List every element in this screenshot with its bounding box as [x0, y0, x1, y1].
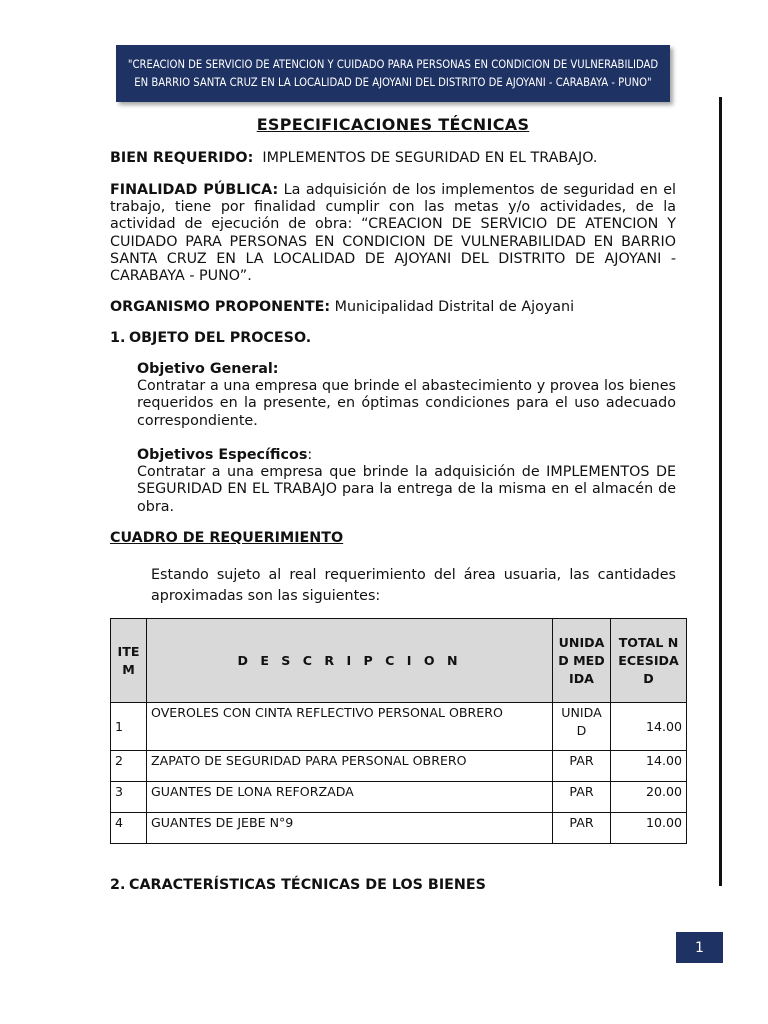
table-row — [111, 782, 687, 813]
cell-descripcion: GUANTES DE LONA REFORZADA — [147, 782, 553, 813]
objetivos-especificos — [137, 447, 676, 516]
cell-item: 3 — [111, 782, 147, 813]
column-header-total: TOTAL NECESIDAD — [611, 619, 687, 703]
cell-item: 4 — [111, 813, 147, 844]
cell-item: 2 — [111, 751, 147, 782]
finalidad-value: La adquisición de los implementos de seguridad en el trabajo, tiene por finalidad cumplir con las metas y/o actividades, de la actividad de ejecución de obra: “CREACION DE SERVICIO DE ATENCION Y CUIDADO PARA PERSONAS EN CONDICION DE VULNERABILIDAD EN BARRIO SANTA CRUZ EN LA LOCALIDAD DE AJOYANI DEL DISTRITO DE AJOYANI - CARABAYA - PUNO”. — [110, 182, 676, 285]
column-header-descripcion: D E S C R I P C I O N — [147, 619, 553, 703]
cell-descripcion: GUANTES DE JEBE N°9 — [147, 813, 553, 844]
section-2-heading — [110, 877, 486, 893]
page-number: 1 — [695, 939, 704, 956]
cell-unidad: PAR — [553, 782, 611, 813]
organismo-value: Municipalidad Distrital de Ajoyani — [334, 299, 575, 315]
section-1-number: 1. — [110, 330, 126, 346]
column-header-item: ITEM — [111, 619, 147, 703]
objetivos-especificos-text: Contratar a una empresa que brinde la adquisición de IMPLEMENTOS DE SEGURIDAD EN EL TRABAJO para la entrega de la misma en el almacén de obra. — [137, 464, 676, 515]
objetivos-especificos-colon: : — [307, 447, 313, 463]
section-2-title: CARACTERÍSTICAS TÉCNICAS DE LOS BIENES — [129, 877, 486, 893]
page-number-badge — [676, 932, 723, 963]
cuadro-intro: Estando sujeto al real requerimiento del área usuaria, las cantidades aproximadas son las siguientes: — [151, 567, 676, 604]
cell-unidad: PAR — [553, 813, 611, 844]
section-1-title: OBJETO DEL PROCESO. — [129, 330, 312, 346]
objetivo-general — [137, 361, 676, 430]
cell-total: 10.00 — [611, 813, 687, 844]
column-header-unidad: UNIDAD MEDIDA — [553, 619, 611, 703]
cuadro-heading: CUADRO DE REQUERIMIENTO — [110, 530, 344, 546]
cell-descripcion: OVEROLES CON CINTA REFLECTIVO PERSONAL OBRERO — [147, 703, 553, 751]
objetivo-general-text: Contratar a una empresa que brinde el abastecimiento y provea los bienes requeridos en la presente, en óptimas condiciones para el uso adecuado correspondiente. — [137, 378, 676, 429]
organismo-label: ORGANISMO PROPONENTE: — [110, 299, 331, 315]
project-title-banner — [116, 45, 670, 102]
finalidad-label: FINALIDAD PÚBLICA: — [110, 182, 279, 198]
cell-total: 14.00 — [611, 703, 687, 751]
cell-descripcion: ZAPATO DE SEGURIDAD PARA PERSONAL OBRERO — [147, 751, 553, 782]
margin-rule — [719, 97, 722, 886]
page-title: ESPECIFICACIONES TÉCNICAS — [256, 115, 530, 134]
section-2-number: 2. — [110, 877, 126, 893]
cell-item: 1 — [111, 703, 147, 751]
project-title: "CREACION DE SERVICIO DE ATENCION Y CUIDADO PARA PERSONAS EN CONDICION DE VULNERABILIDAD EN BARRIO SANTA CRUZ EN LA LOCALIDAD DE AJOYANI DEL DISTRITO DE AJOYANI - CARABAYA - PUNO" — [127, 58, 659, 89]
table-header-row — [111, 619, 687, 703]
organismo-proponente — [110, 299, 676, 316]
section-1-heading — [110, 330, 311, 346]
table-row — [111, 751, 687, 782]
objetivo-general-heading: Objetivo General: — [137, 361, 279, 377]
cell-unidad: UNIDAD — [553, 703, 611, 751]
bien-requerido — [110, 150, 676, 167]
cell-total: 20.00 — [611, 782, 687, 813]
table-row — [111, 703, 687, 751]
table-row — [111, 813, 687, 844]
objetivos-especificos-heading: Objetivos Específicos — [137, 447, 308, 463]
cell-total: 14.00 — [611, 751, 687, 782]
finalidad-publica — [110, 182, 676, 285]
requirements-table — [110, 618, 687, 844]
cell-unidad: PAR — [553, 751, 611, 782]
bien-value: IMPLEMENTOS DE SEGURIDAD EN EL TRABAJO. — [262, 150, 598, 166]
bien-label: BIEN REQUERIDO: — [110, 150, 254, 166]
